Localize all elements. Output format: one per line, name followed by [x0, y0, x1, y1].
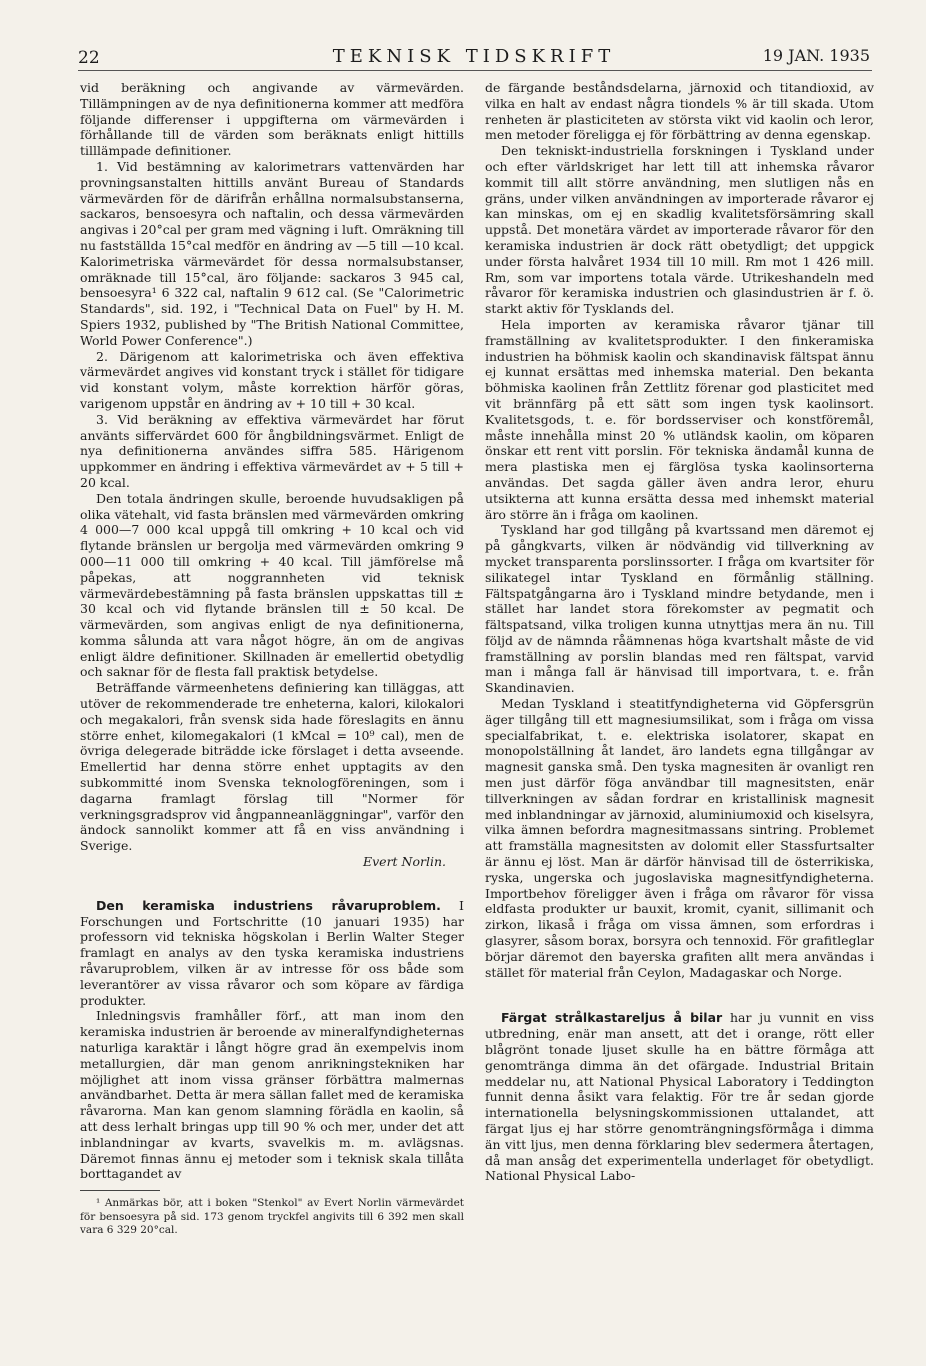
header-rule	[78, 70, 872, 71]
section-gap	[485, 980, 874, 1010]
paragraph: 1. Vid bestämning av kalorimetrars vattenvärden har provningsanstalten hittills använt Bureau of Standards värmevärden för de därifrån erhållna normalsubstanserna, sackaros, bensoesyra och naftalin, och dessa värmevärden angivas i 20°cal per gram med vägning i luft. Omräkning till nu fastställda 15°cal medför en ändring av —5 till —10 kcal. Kalorimetriska värmevärdet för dessa normalsubstanser, omräknade till 15°cal, äro följande: sackaros 3 945 cal, bensoesyra¹ 6 322 cal, naftalin 9 612 cal. (Se "Calorimetric Standards", sid. 192, i "Technical Data on Fuel" by H. M. Spiers 1932, published by "The British National Committee, World Power Conference".)	[80, 158, 464, 348]
article-heading: Färgat strålkastareljus å bilar	[501, 1010, 723, 1026]
footnote: ¹ Anmärkas bör, att i boken "Stenkol" av Evert Norlin värmevärdet för bensoesyra på sid. 173 genom tryckfel angivits till 6 392 men skall vara 6 329 20°cal.	[80, 1197, 464, 1237]
paragraph: Medan Tyskland i steatitfyndigheterna vid Göpfersgrün äger tillgång till ett magnesiumsilikat, som i fråga om vissa specialfabrikat, t. e. elektriska isolatorer, skapat en monopolställning åt landet, äro landets egna tillgångar av magnesit ganska små. Den tyska magnesiten är ovanligt ren men just därför föga användbar till magnesitsten, enär tillverkningen av sådan fordrar en kristallinisk magnesit med inblandningar av järnoxid, aluminiumoxid och kiselsyra, vilka ämnen befordra magnesitmassans sintring. Problemet att framställa magnesitsten av dolomit eller Stassfurtsalter är ännu ej löst. Man är därför hänvisad till de österrikiska, ryska, ungerska och jugoslaviska magnesitfyndigheterna. Importbehov föreligger även i fråga om råvaror för vissa eldfasta produkter ur bauxit, kromit, cyanit, sillimanit och zirkon, likaså i fråga om vissa ämnen, som erfordras i glasyrer, såsom borax, borsyra och tennoxid. För grafitleglar börjar däremot den bayerska grafiten allt mera användas i stället för material från Ceylon, Madagaskar och Norge.	[485, 696, 874, 980]
article-intro: I Forschungen und Fortschritte (10 januari 1935) har professorn vid tekniska högskolan i Berlin Walter Steger framlagt en analys av den tyska keramiska industriens råvaruproblem, vilken är av intresse för oss både som leverantörer av vissa råvaror och som köpare av färdiga produkter.	[80, 897, 464, 1008]
page-header	[78, 44, 870, 70]
left-column	[80, 80, 464, 1238]
paragraph: Tyskland har god tillgång på kvartssand men däremot ej på gångkvarts, vilken är nödvändig vid tillverkning av mycket transparenta porslinssorter. I fråga om kvartsiter för silikategel intar Tyskland en förmånlig ställning. Fältspatgångarna äro i Tyskland mindre betydande, men i stället har landet stora förekomster av pegmatit och fältspatsand, vilka troligen kunna utnyttjas mera än nu. Till följd av de nämnda råämnenas höga kvartshalt måste de vid framställning av porslin blandas med ren fältspat, varvid man i många fall är hänvisad till importvara, t. e. från Skandinavien.	[485, 522, 874, 696]
footnote-rule	[80, 1190, 160, 1191]
paragraph: 2. Därigenom att kalorimetriska och även effektiva värmevärdet angives vid konstant tryck i stället för tidigare vid konstant volym, måste korrektion härför göras, varigenom uppstår en ändring av + 10 till + 30 kcal.	[80, 348, 464, 411]
paragraph: 3. Vid beräkning av effektiva värmevärdet har förut använts siffervärdet 600 för ångbildningsvärmet. Enligt de nya definitionerna användes siffra 585. Härigenom uppkommer en ändring i effektiva värmevärdet av + 5 till + 20 kcal.	[80, 411, 464, 490]
paragraph: Den tekniskt-industriella forskningen i Tyskland under och efter världskriget har lett till att inhemska råvaror kommit till allt större användning, men slutligen nås en gräns, under vilken användningen av importerade råvaror ej kan minskas, om ej en skadlig kvalitetsförsämring skall uppstå. Det monetära värdet av importerade råvaror för den keramiska industrien är dock rätt obetydligt; det uppgick under första halvåret 1934 till 10 mill. Rm mot 1 426 mill. Rm, som var importens totala värde. Utrikeshandeln med råvaror för keramiska industrien och glasindustrien är f. ö. starkt aktiv för Tysklands del.	[485, 143, 874, 317]
paragraph: Hela importen av keramiska råvaror tjänar till framställning av kvalitetsprodukter. I den finkeramiska industrien ha böhmisk kaolin och skandinavisk fältspat ännu ej kunnat ersättas med inhemska material. Den bekanta böhmiska kaolinen från Zettlitz förenar god plasticitet med vit brännfärg på ett sätt som ingen tysk kaolinsort. Kvalitetsgods, t. e. för bordsserviser och konstföremål, måste innehålla minst 20 % utländsk kaolin, om köparen önskar ett rent vitt porslin. För tekniska ändamål kunna de mera plastiska men ej färglösa tyska kaolinsorterna användas. Det sagda gäller även andra leror, ehuru utsikterna att kunna ersätta dessa med inhemskt material äro större än i fråga om kaolinen.	[485, 316, 874, 522]
author-signature: Evert Norlin.	[362, 854, 446, 870]
issue-date: 19 JAN. 1935	[762, 46, 870, 65]
paragraph: Den totala ändringen skulle, beroende huvudsakligen på olika vätehalt, vid fasta bränslen med värmevärden omkring 4 000—7 000 kcal uppgå till omkring + 10 kcal och vid flytande bränslen ur bergolja med värmevärden omkring 9 000—11 000 till omkring + 40 kcal. Till jämförelse må påpekas, att noggrannheten vid teknisk värmevärdebestämning på fasta bränslen uppskattas till ± 30 kcal och vid flytande bränslen till ± 50 kcal. De värmevärden, som angivas enligt de nya definitionerna, komma sålunda att vara något högre, än om de angivas enligt äldre definitioner. Skillnaden är emellertid obetydlig och saknar för de flesta fall praktisk betydelse.	[80, 490, 464, 680]
page-number: 22	[78, 48, 100, 68]
article-lead	[485, 1010, 874, 1184]
right-column	[485, 80, 874, 1184]
paragraph: vid beräkning och angivande av värmevärden. Tillämpningen av de nya definitionerna kommer att medföra följande differenser i uppgifterna om värmevärden i förhållande till de värden som beräknats enligt hittills tilllämpade definitioner.	[80, 80, 464, 159]
paragraph: de färgande beståndsdelarna, järnoxid och titandioxid, av vilka en halt av endast några tiondels % är till skada. Utom renheten är plasticiteten av största vikt vid kaolin och leror, men metoder föreligga ej för förbättring av denna egenskap.	[485, 80, 874, 143]
paragraph: Beträffande värmeenhetens definiering kan tilläggas, att utöver de rekommenderade tre enheterna, kalori, kilokalori och megakalori, från svensk sida hade föreslagits en ännu större enhet, kilomegakalori (1 kMcal = 10⁹ cal), men de övriga delegerade biträdde icke förslaget i detta avseende. Emellertid har denna större enhet upptagits av den subkommitté inom Svenska teknologföreningen, som i dagarna framlagt förslag till "Normer för verkningsgradsprov vid ångpanneanläggningar", varför den ändock sannolikt kommer att få en viss användning i Sverige.	[80, 680, 464, 854]
article-body: har ju vunnit en viss utbredning, enär man ansett, att det i orange, rött eller blågrönt tonade ljuset skulle ha en bättre förmåga att genomtränga dimma än det ofärgade. Industrial Britain meddelar nu, att National Physical Laboratory i Teddington funnit denna åsikt vara felaktig. För tre år sedan gjorde internationella belysningskommissionen uttalandet, att färgat ljus ej har större genomträngningsförmåga i dimma än vitt ljus, men denna förklaring blev sedermera återtagen, då man ansåg det experimentella underlaget för obetydligt. National Physical Labo-	[485, 1010, 875, 1184]
paragraph: Inledningsvis framhåller förf., att man inom den keramiska industrien är beroende av mineralfyndigheternas naturliga karaktär i långt högre grad än exempelvis inom metallurgien, där man genom anrikningstekniken har möjlighet att inom vissa gränser förbättra malmernas användbarhet. Detta är mera sällan fallet med de keramiska råvarorna. Man kan genom slamning förädla en kaolin, så att dess lerhalt bringas upp till 90 % och mer, under det att inblandningar av kvarts, svavelkis m. m. avlägsnas. Däremot finnas ännu ej metoder som i teknisk skala tillåta borttagandet av	[80, 1008, 464, 1182]
article-ceramic	[80, 898, 464, 1182]
article-lead	[80, 898, 464, 1009]
journal-title: TEKNISK TIDSKRIFT	[332, 46, 616, 67]
article-heading: Den keramiska industriens råvaruproblem.	[96, 897, 441, 913]
